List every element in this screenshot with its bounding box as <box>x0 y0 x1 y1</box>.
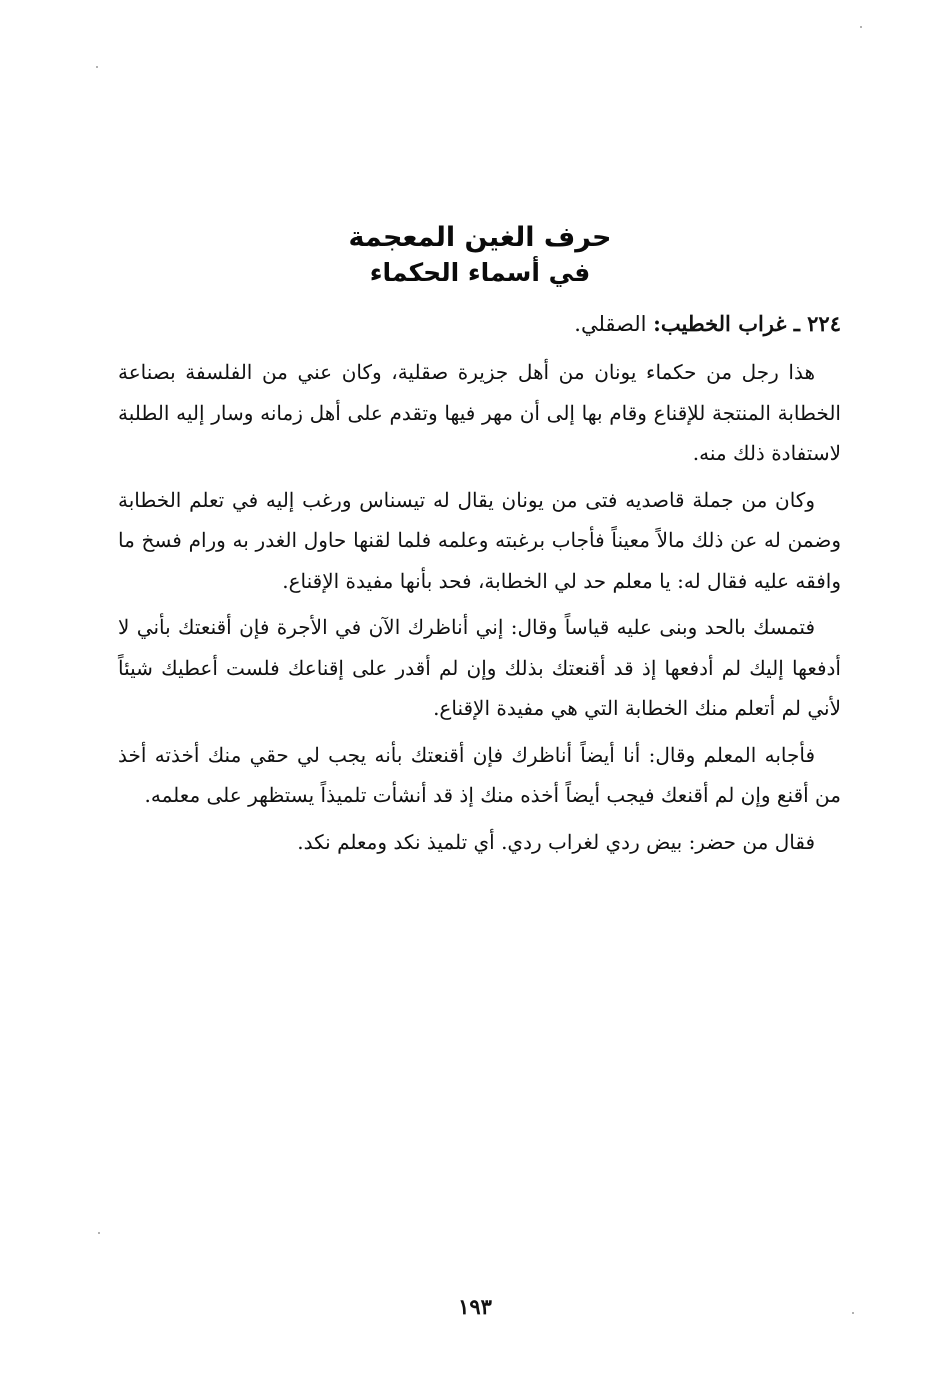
scan-speck <box>96 66 98 68</box>
chapter-header <box>120 220 840 290</box>
page-number: ١٩٣ <box>458 1294 492 1319</box>
entry-heading <box>118 304 841 344</box>
entry-paragraph: فتمسك بالحد وبنى عليه قياساً وقال: إني أناظرك الآن في الأجرة فإن أقنعتك بأني لا أدفعها إليك لم أدفعها إذ قد أقنعتك بذلك وإن لم أقدر على إقناعك فلست أعطيك شيئاً لأني لم أتعلم منك الخطابة التي هي مفيدة الإقناع. <box>118 615 841 720</box>
entry-origin: الصقلي. <box>574 312 654 336</box>
entry-paragraph: فقال من حضر: بيض ردي لغراب ردي. أي تلميذ نكد ومعلم نكد. <box>297 829 815 854</box>
chapter-subtitle: في أسماء الحكماء <box>369 258 591 287</box>
chapter-title: حرف الغين المعجمة <box>348 222 612 253</box>
scan-speck <box>852 1312 854 1314</box>
entry-paragraph: هذا رجل من حكماء يونان من أهل جزيرة صقلية، وكان عني من الفلسفة بصناعة الخطابة المنتجة للإقناع وقام بها إلى أن مهر فيها وتقدم على أهل زمانه وسار إليه الطلبة لاستفادة ذلك منه. <box>118 360 841 465</box>
entry-paragraph: وكان من جملة قاصديه فتى من يونان يقال له تيسناس ورغب إليه في تعلم الخطابة وضمن له عن ذلك مالاً معيناً فأجاب برغبته وعلمه فلما لقنها حاول الغدر به ورام فسخ ما وافقه عليه فقال له: يا معلم حد لي الخطابة، فحد بأنها مفيدة الإقناع. <box>118 487 841 593</box>
entry-number-and-name: ٢٢٤ ـ غراب الخطيب: <box>653 311 841 336</box>
scan-speck <box>860 26 862 28</box>
scan-speck <box>98 1232 100 1234</box>
biography-entry <box>118 304 841 868</box>
entry-paragraph: فأجابه المعلم وقال: أنا أيضاً أناظرك فإن أقنعتك بأنه يجب لي حقي منك أخذته أخذ من أقنع وإن لم أقنعك فيجب أيضاً أخذه منك إذ قد أنشأت تلميذاً يستظهر على معلمه. <box>118 742 841 807</box>
